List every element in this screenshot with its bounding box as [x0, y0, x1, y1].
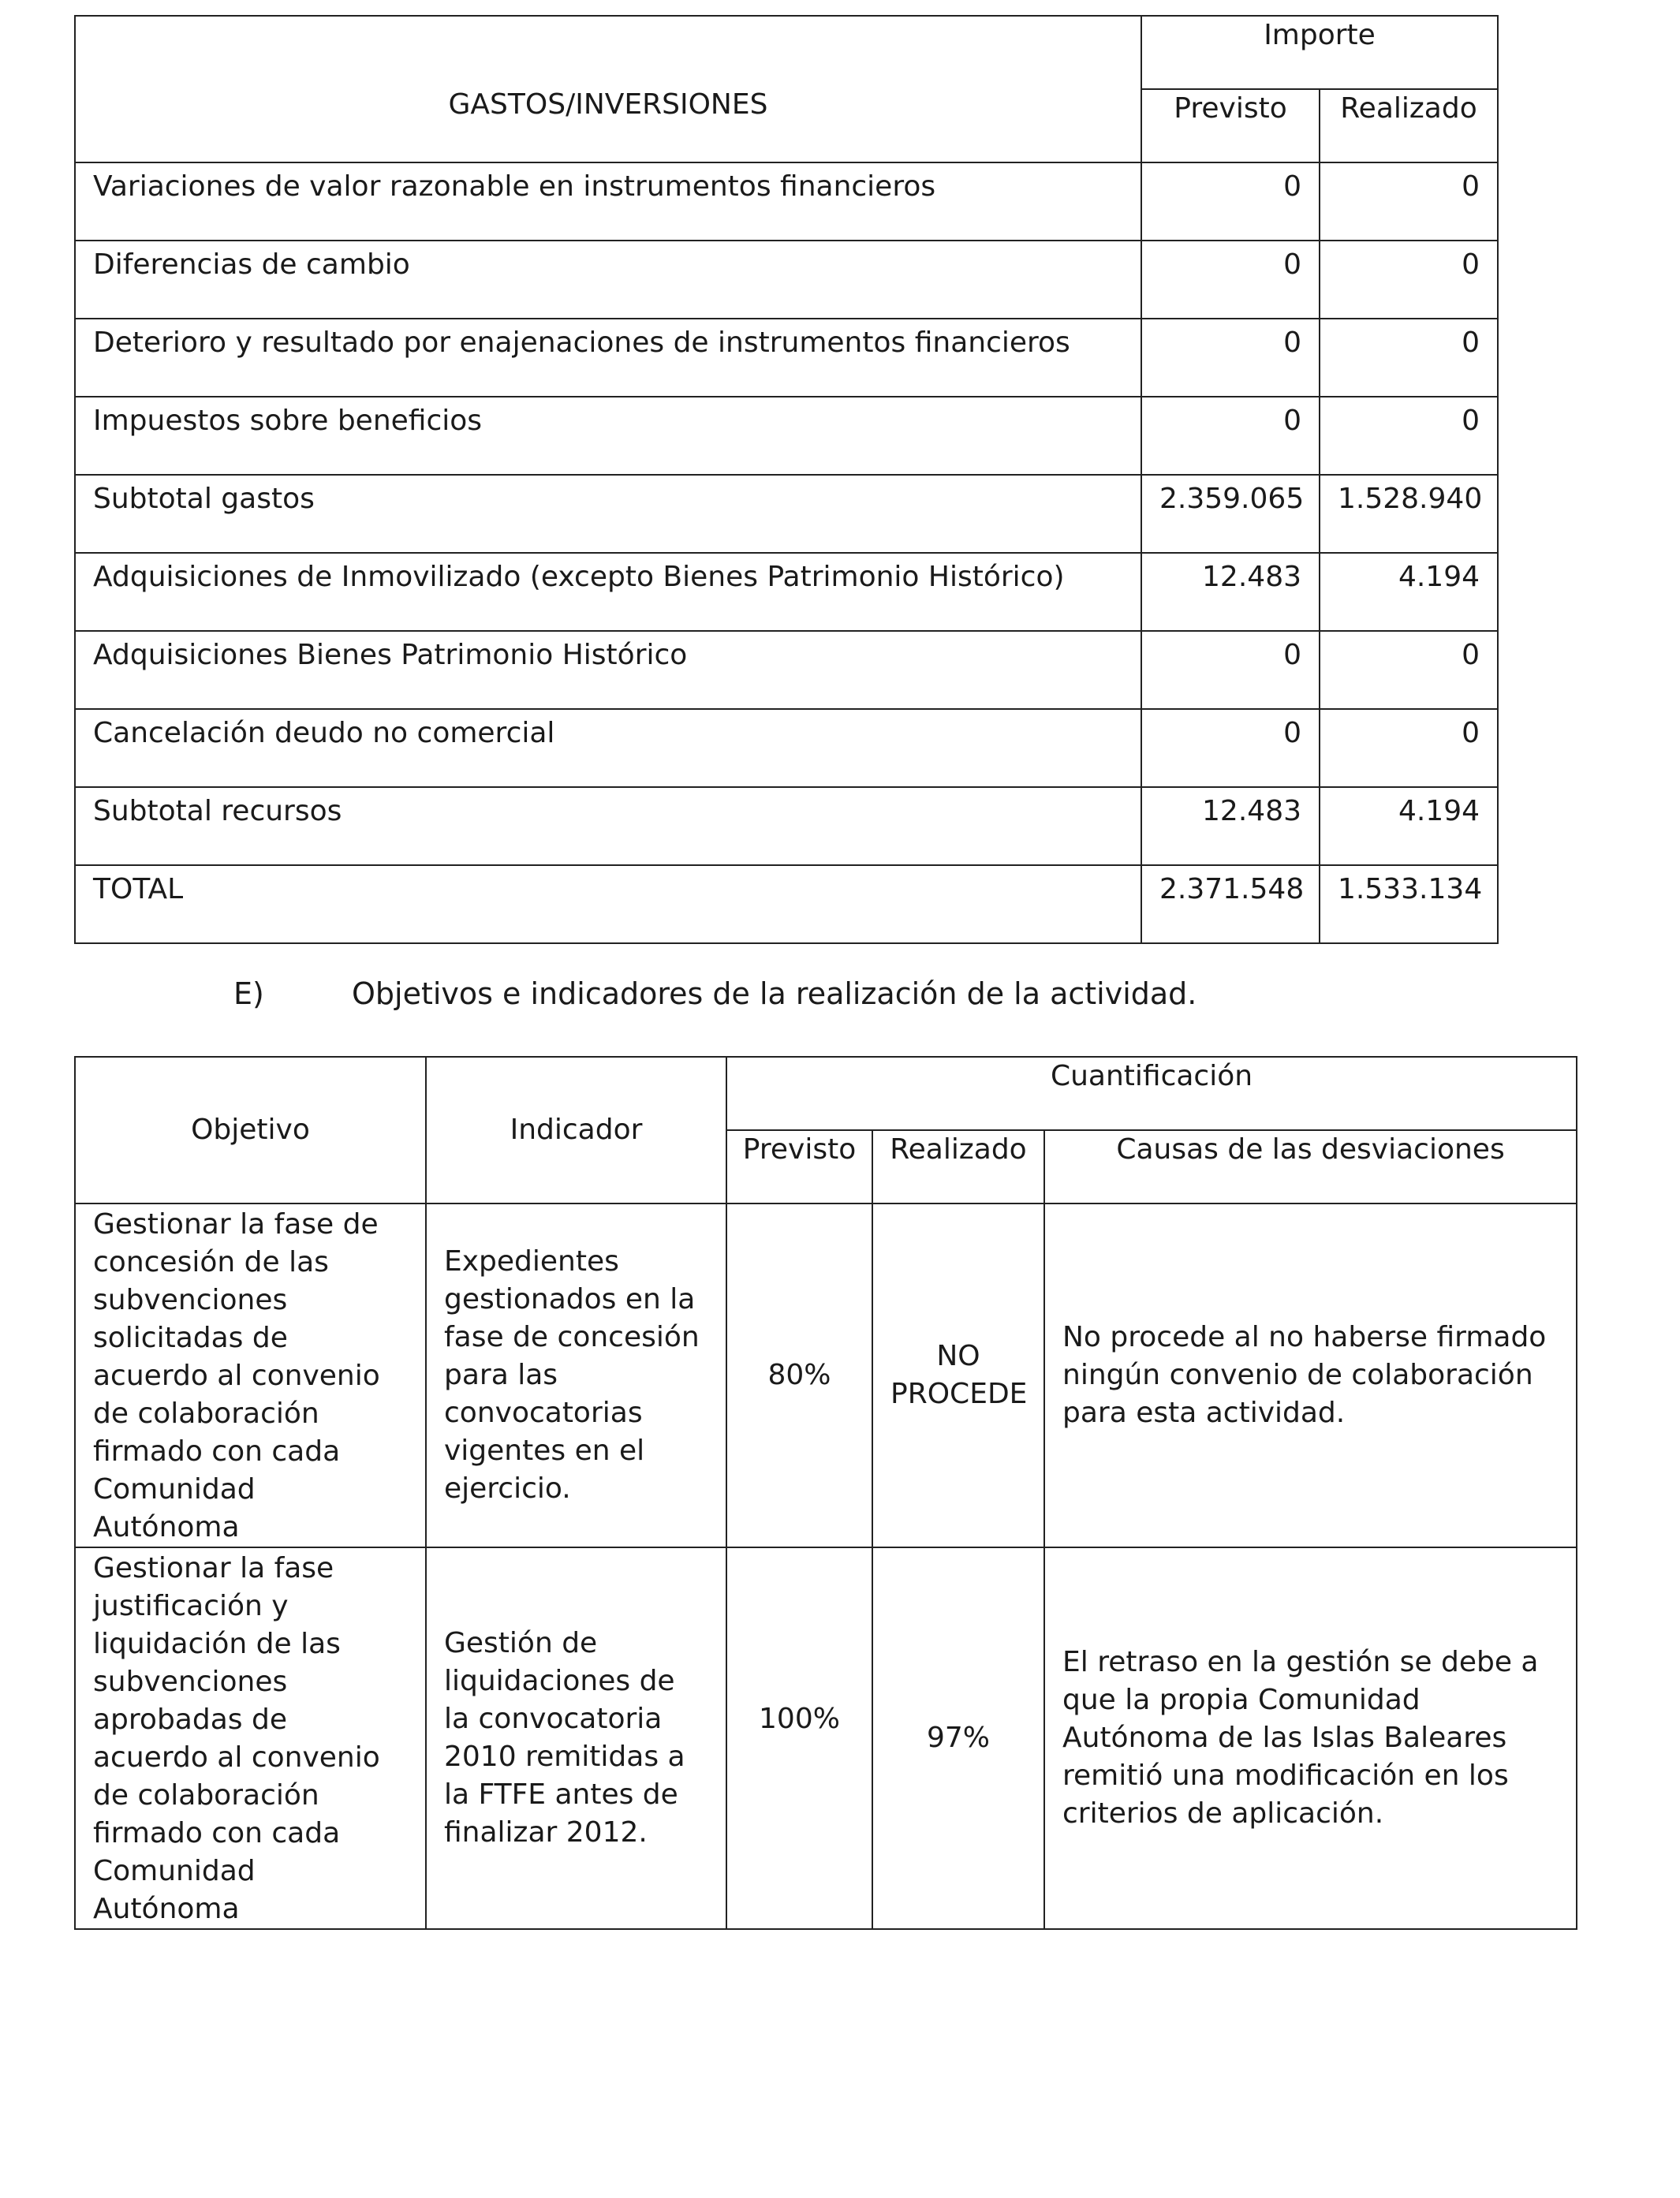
cuantificacion-header: Cuantificación [726, 1057, 1577, 1130]
importe-header: Importe [1141, 16, 1498, 89]
row-realizado: 0 [1320, 631, 1498, 709]
row-realizado: 0 [1320, 162, 1498, 241]
objetivo-header: Objetivo [75, 1057, 426, 1203]
row-previsto: 2.359.065 [1141, 475, 1320, 553]
row-realizado: 0 [1320, 709, 1498, 787]
causas-cell: El retraso en la gestión se debe a que la propia Comunidad Autónoma de las Islas Baleares remitió una modificación en los criterios de aplicación. [1044, 1547, 1577, 1929]
table-row [75, 553, 1498, 631]
realizado-cell: 97% [872, 1547, 1044, 1929]
row-previsto: 0 [1141, 709, 1320, 787]
row-realizado: 4.194 [1320, 787, 1498, 865]
row-previsto: 0 [1141, 397, 1320, 475]
table-row [75, 162, 1498, 241]
table-row [75, 1203, 1577, 1547]
row-realizado: 1.533.134 [1320, 865, 1498, 943]
row-previsto: 0 [1141, 631, 1320, 709]
row-label: Subtotal recursos [75, 787, 1141, 865]
row-label: Impuestos sobre beneficios [75, 397, 1141, 475]
gastos-inversiones-table [74, 15, 1499, 944]
row-realizado: 0 [1320, 397, 1498, 475]
row-label: Adquisiciones Bienes Patrimonio Histórico [75, 631, 1141, 709]
objetivos-indicadores-table [74, 1056, 1577, 1930]
objetivo-cell: Gestionar la fase de concesión de las subvenciones solicitadas de acuerdo al convenio de colaboración firmado con cada Comunidad Autónoma [75, 1203, 426, 1547]
row-previsto: 0 [1141, 162, 1320, 241]
gastos-inversiones-header: GASTOS/INVERSIONES [75, 16, 1141, 162]
realizado-cell: NO PROCEDE [872, 1203, 1044, 1547]
causas-cell: No procede al no haberse firmado ningún convenio de colaboración para esta actividad. [1044, 1203, 1577, 1547]
indicador-header: Indicador [426, 1057, 726, 1203]
table-row [75, 787, 1498, 865]
row-previsto: 12.483 [1141, 787, 1320, 865]
row-realizado: 1.528.940 [1320, 475, 1498, 553]
section-letter: E) [233, 976, 264, 1011]
indicador-cell: Gestión de liquidaciones de la convocatoria 2010 remitidas a la FTFE antes de finalizar 2012. [426, 1547, 726, 1929]
table-row [75, 865, 1498, 943]
section-heading [233, 975, 1197, 1013]
row-label: Variaciones de valor razonable en instrumentos financieros [75, 162, 1141, 241]
indicador-cell: Expedientes gestionados en la fase de concesión para las convocatorias vigentes en el ejercicio. [426, 1203, 726, 1547]
row-realizado: 0 [1320, 241, 1498, 319]
row-label: TOTAL [75, 865, 1141, 943]
realizado-header: Realizado [872, 1130, 1044, 1203]
previsto-header: Previsto [1141, 89, 1320, 162]
row-realizado: 4.194 [1320, 553, 1498, 631]
previsto-cell: 80% [726, 1203, 872, 1547]
previsto-cell: 100% [726, 1547, 872, 1929]
section-title: Objetivos e indicadores de la realización de la actividad. [352, 976, 1197, 1011]
table-row [75, 1547, 1577, 1929]
row-label: Deterioro y resultado por enajenaciones de instrumentos financieros [75, 319, 1141, 397]
row-previsto: 12.483 [1141, 553, 1320, 631]
table-row [75, 319, 1498, 397]
previsto-header: Previsto [726, 1130, 872, 1203]
table-row [75, 475, 1498, 553]
table-row [75, 241, 1498, 319]
causas-header: Causas de las desviaciones [1044, 1130, 1577, 1203]
row-label: Cancelación deudo no comercial [75, 709, 1141, 787]
row-previsto: 2.371.548 [1141, 865, 1320, 943]
table-row [75, 709, 1498, 787]
row-label: Diferencias de cambio [75, 241, 1141, 319]
table-row [75, 631, 1498, 709]
objetivo-cell: Gestionar la fase justificación y liquidación de las subvenciones aprobadas de acuerdo al convenio de colaboración firmado con cada Comunidad Autónoma [75, 1547, 426, 1929]
realizado-header: Realizado [1320, 89, 1498, 162]
row-realizado: 0 [1320, 319, 1498, 397]
table-row [75, 397, 1498, 475]
row-label: Adquisiciones de Inmovilizado (excepto Bienes Patrimonio Histórico) [75, 553, 1141, 631]
row-label: Subtotal gastos [75, 475, 1141, 553]
row-previsto: 0 [1141, 319, 1320, 397]
row-previsto: 0 [1141, 241, 1320, 319]
